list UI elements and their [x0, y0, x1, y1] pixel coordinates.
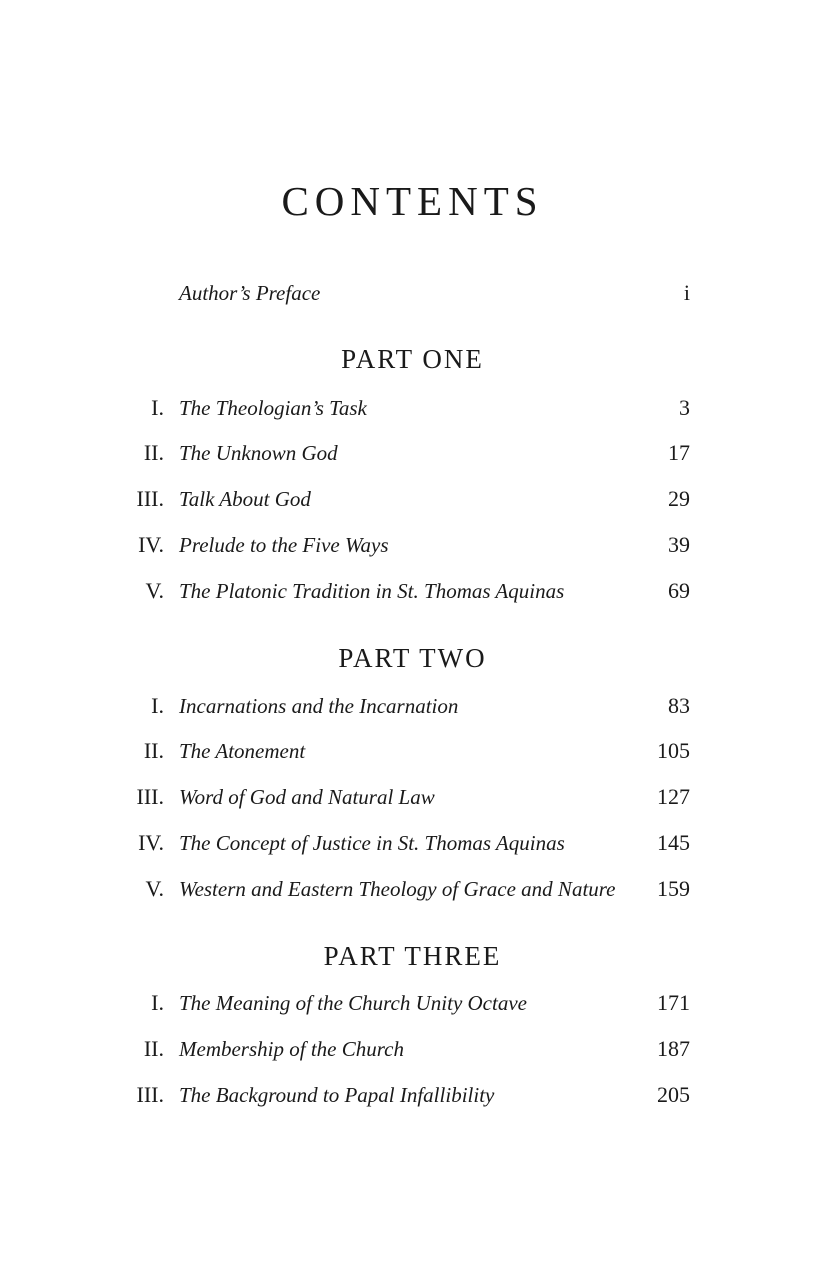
entry-page: 205: [657, 1082, 690, 1107]
entry-title: The Unknown God: [179, 441, 338, 465]
entry-page: 83: [668, 693, 690, 718]
entry-number: I.: [151, 693, 164, 718]
entry-title: Incarnations and the Incarnation: [179, 694, 459, 718]
toc-entry[interactable]: [0, 874, 825, 904]
entry-page: 39: [668, 532, 690, 557]
entry-title: Word of God and Natural Law: [179, 785, 435, 809]
entry-number: II.: [143, 1036, 164, 1061]
entry-title: The Platonic Tradition in St. Thomas Aquinas: [179, 579, 565, 603]
part-heading-one: PART ONE: [341, 344, 484, 374]
entry-title: Membership of the Church: [179, 1037, 404, 1061]
entry-number: I.: [151, 395, 164, 420]
entry-page: 17: [668, 440, 690, 465]
toc-entry[interactable]: [0, 484, 825, 514]
entry-page: i: [683, 280, 690, 305]
entry-page: 127: [657, 784, 690, 809]
entry-number: V.: [145, 876, 164, 901]
entry-page: 105: [657, 738, 690, 763]
entry-page: 69: [668, 578, 690, 603]
toc-entry[interactable]: [0, 828, 825, 858]
entry-number: V.: [145, 578, 164, 603]
entry-title: The Meaning of the Church Unity Octave: [179, 991, 527, 1015]
toc-entry[interactable]: [0, 393, 825, 423]
part-heading-three: PART THREE: [323, 941, 502, 971]
page-title: CONTENTS: [281, 178, 544, 224]
entry-number: II.: [143, 738, 164, 763]
entry-page: 159: [657, 876, 690, 901]
entry-number: III.: [136, 486, 164, 511]
part-heading-two: PART TWO: [338, 643, 487, 673]
entry-page: 3: [679, 395, 690, 420]
entry-page: 171: [657, 990, 690, 1015]
entry-number: IV.: [138, 532, 164, 557]
toc-entry[interactable]: [0, 530, 825, 560]
toc-entry[interactable]: [0, 1080, 825, 1110]
entry-number: III.: [136, 1082, 164, 1107]
entry-page: 187: [657, 1036, 690, 1061]
toc-entry[interactable]: [0, 988, 825, 1018]
toc-entry-preface[interactable]: [0, 278, 825, 308]
entry-number: II.: [143, 440, 164, 465]
entry-page: 145: [657, 830, 690, 855]
entry-number: IV.: [138, 830, 164, 855]
entry-title: The Theologian’s Task: [179, 396, 367, 420]
toc-entry[interactable]: [0, 691, 825, 721]
entry-title: The Atonement: [179, 739, 306, 763]
entry-title: The Background to Papal Infallibility: [179, 1083, 495, 1107]
toc-entry[interactable]: [0, 1034, 825, 1064]
entry-number: I.: [151, 990, 164, 1015]
toc-entry[interactable]: [0, 576, 825, 606]
entry-title: The Concept of Justice in St. Thomas Aquinas: [179, 831, 565, 855]
entry-title: Talk About God: [179, 487, 311, 511]
entry-number: III.: [136, 784, 164, 809]
entry-title: Author’s Preface: [179, 281, 321, 305]
entry-title: Western and Eastern Theology of Grace and Nature: [179, 877, 616, 901]
toc-entry[interactable]: [0, 782, 825, 812]
toc-entry[interactable]: [0, 438, 825, 468]
entry-page: 29: [668, 486, 690, 511]
toc-entry[interactable]: [0, 736, 825, 766]
entry-title: Prelude to the Five Ways: [179, 533, 389, 557]
